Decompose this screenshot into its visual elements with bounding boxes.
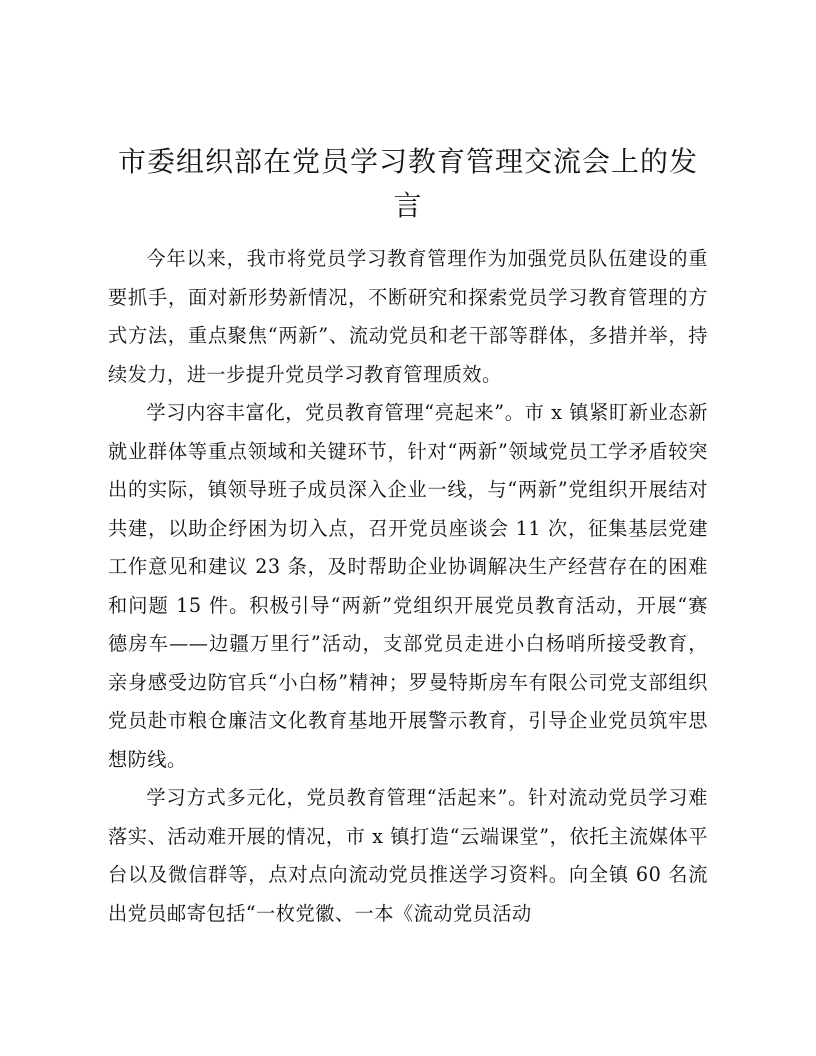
document-page	[108, 140, 708, 933]
paragraph-intro: 今年以来，我市将党员学习教育管理作为加强党员队伍建设的重要抓手，面对新形势新情况，不断研究和探索党员学习教育管理的方式方法，重点聚焦“两新”、流动党员和老干部等群体，多措并举，持续发力，进一步提升党员学习教育管理质效。	[108, 247, 708, 386]
document-body	[108, 240, 708, 933]
paragraph-learning-methods: 学习方式多元化，党员教育管理“活起来”。针对流动党员学习难落实、活动难开展的情况，市 x 镇打造“云端课堂”，依托主流媒体平台以及微信群等，点对点向流动党员推送学习资料。向全镇 60 名流出党员邮寄包括“一枚党徽、一本《流动党员活动	[108, 786, 708, 925]
document-title: 市委组织部在党员学习教育管理交流会上的发言	[117, 145, 698, 222]
paragraph-learning-content: 学习内容丰富化，党员教育管理“亮起来”。市 x 镇紧盯新业态新就业群体等重点领域和关键环节，针对“两新”领域党员工学矛盾较突出的实际，镇领导班子成员深入企业一线，与“两新”党组织开展结对共建，以助企纾困为切入点，召开党员座谈会 11 次，征集基层党建工作意见和建议 23 条，及时帮助企业协调解决生产经营存在的困难和问题 15 件。积极引导“两新”党组织开展党员教育活动，开展“赛德房车——边疆万里行”活动，支部党员走进小白杨哨所接受教育，亲身感受边防官兵“小白杨”精神；罗曼特斯房车有限公司党支部组织党员赴市粮仓廉洁文化教育基地开展警示教育，引导企业党员筑牢思想防线。	[108, 401, 708, 771]
